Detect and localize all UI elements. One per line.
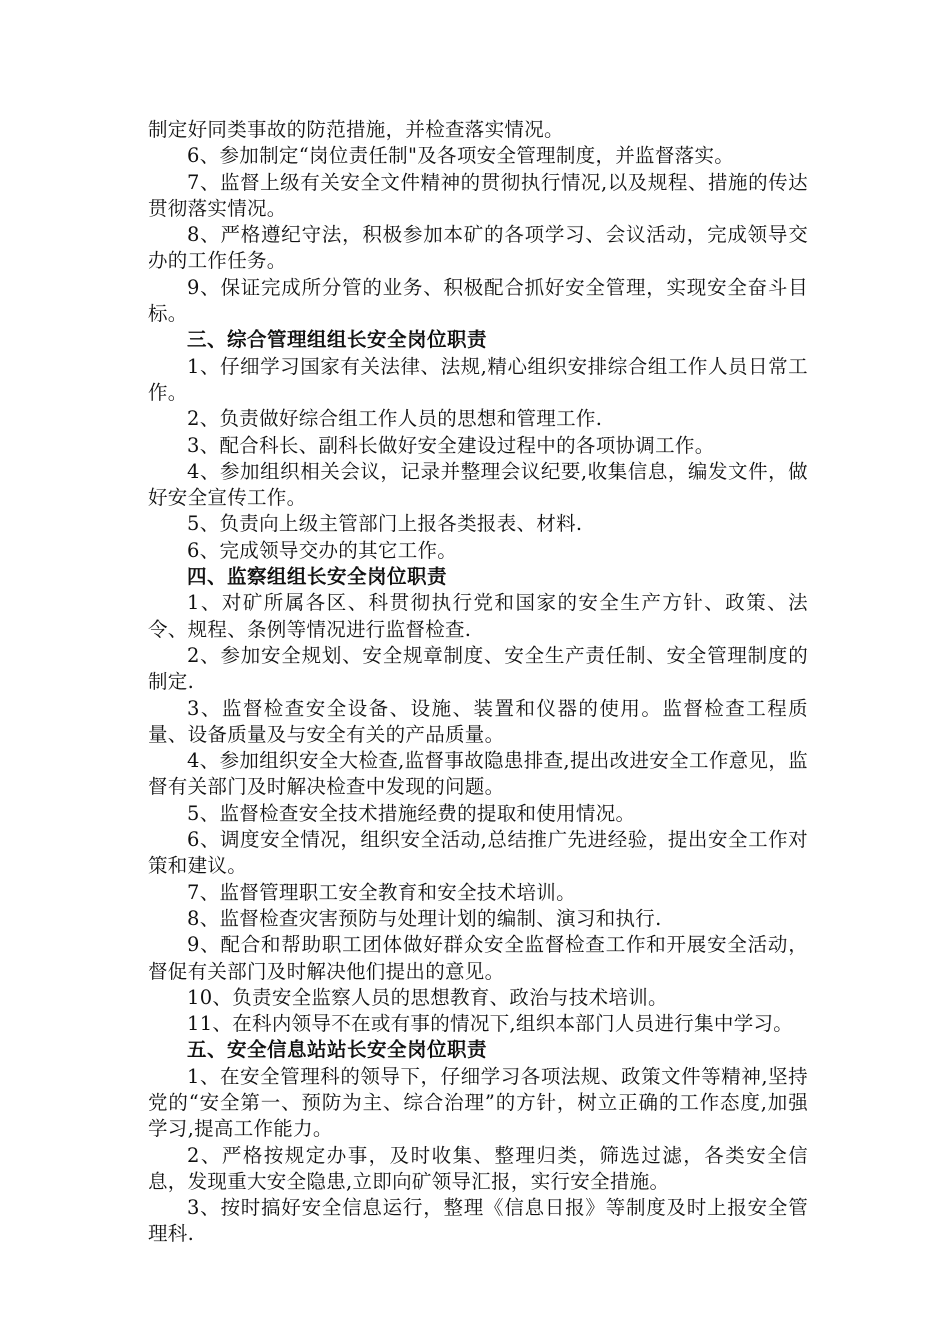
section-heading: 四、监察组组长安全岗位职责 [187, 565, 448, 589]
document-page [148, 117, 808, 1248]
paragraph: 7、监督上级有关安全文件精神的贯彻执行情况,以及规程、措施的传达贯彻落实情况。 [148, 170, 808, 220]
paragraph: 11、在科内领导不在或有事的情况下,组织本部门人员进行集中学习。 [187, 1012, 794, 1036]
paragraph: 9、配合和帮助职工团体做好群众安全监督检查工作和开展安全活动，督促有关部门及时解决他们提出的意见。 [148, 933, 808, 983]
paragraph: 制定好同类事故的防范措施，并检查落实情况。 [148, 118, 564, 141]
paragraph: 4、参加组织相关会议，记录并整理会议纪要,收集信息，编发文件，做好安全宣传工作。 [148, 459, 808, 510]
paragraph: 1、仔细学习国家有关法律、法规,精心组织安排综合组工作人员日常工作。 [148, 354, 808, 404]
section-heading: 三、综合管理组组长安全岗位职责 [187, 328, 488, 352]
paragraph: 8、严格遵纪守法，积极参加本矿的各项学习、会议活动，完成领导交办的工作任务。 [148, 223, 808, 273]
paragraph: 7、监督管理职工安全教育和安全技术培训。 [187, 880, 576, 904]
paragraph: 3、按时搞好安全信息运行，整理《信息日报》等制度及时上报安全管理科. [148, 1196, 808, 1246]
paragraph: 10、负责安全监察人员的思想教育、政治与技术培训。 [187, 985, 668, 1009]
paragraph: 1、对矿所属各区、科贯彻执行党和国家的安全生产方针、政策、法令、规程、条例等情况进行监督检查. [148, 591, 808, 641]
paragraph: 5、监督检查安全技术措施经费的提取和使用情况。 [187, 801, 636, 825]
paragraph: 8、监督检查灾害预防与处理计划的编制、演习和执行. [187, 906, 662, 930]
paragraph: 2、参加安全规划、安全规章制度、安全生产责任制、安全管理制度的制定. [148, 643, 808, 694]
paragraph: 2、负责做好综合组工作人员的思想和管理工作. [187, 407, 603, 431]
paragraph: 6、完成领导交办的其它工作。 [187, 538, 458, 562]
paragraph: 3、监督检查安全设备、设施、装置和仪器的使用。监督检查工程质量、设备质量及与安全有关的产品质量。 [148, 696, 808, 746]
paragraph: 2、严格按规定办事，及时收集、整理归类，筛选过滤，各类安全信息，发现重大安全隐患,立即向矿领导汇报，实行安全措施。 [148, 1143, 808, 1193]
paragraph: 1、在安全管理科的领导下，仔细学习各项法规、政策文件等精神,坚持党的“安全第一、预防为主、综合治理”的方针，树立正确的工作态度,加强学习,提高工作能力。 [148, 1064, 808, 1141]
paragraph: 3、配合科长、副科长做好安全建设过程中的各项协调工作。 [187, 433, 715, 457]
section-heading: 五、安全信息站站长安全岗位职责 [187, 1038, 488, 1062]
paragraph: 4、参加组织安全大检查,监督事故隐患排查,提出改进安全工作意见，监督有关部门及时解决检查中发现的问题。 [148, 749, 808, 799]
paragraph: 6、参加制定“岗位责任制"及各项安全管理制度，并监督落实。 [187, 144, 735, 168]
paragraph: 6、调度安全情况，组织安全活动,总结推广先进经验，提出安全工作对策和建议。 [148, 828, 808, 878]
paragraph: 9、保证完成所分管的业务、积极配合抓好安全管理，实现安全奋斗目标。 [148, 275, 808, 326]
paragraph: 5、负责向上级主管部门上报各类报表、材料. [187, 512, 583, 536]
